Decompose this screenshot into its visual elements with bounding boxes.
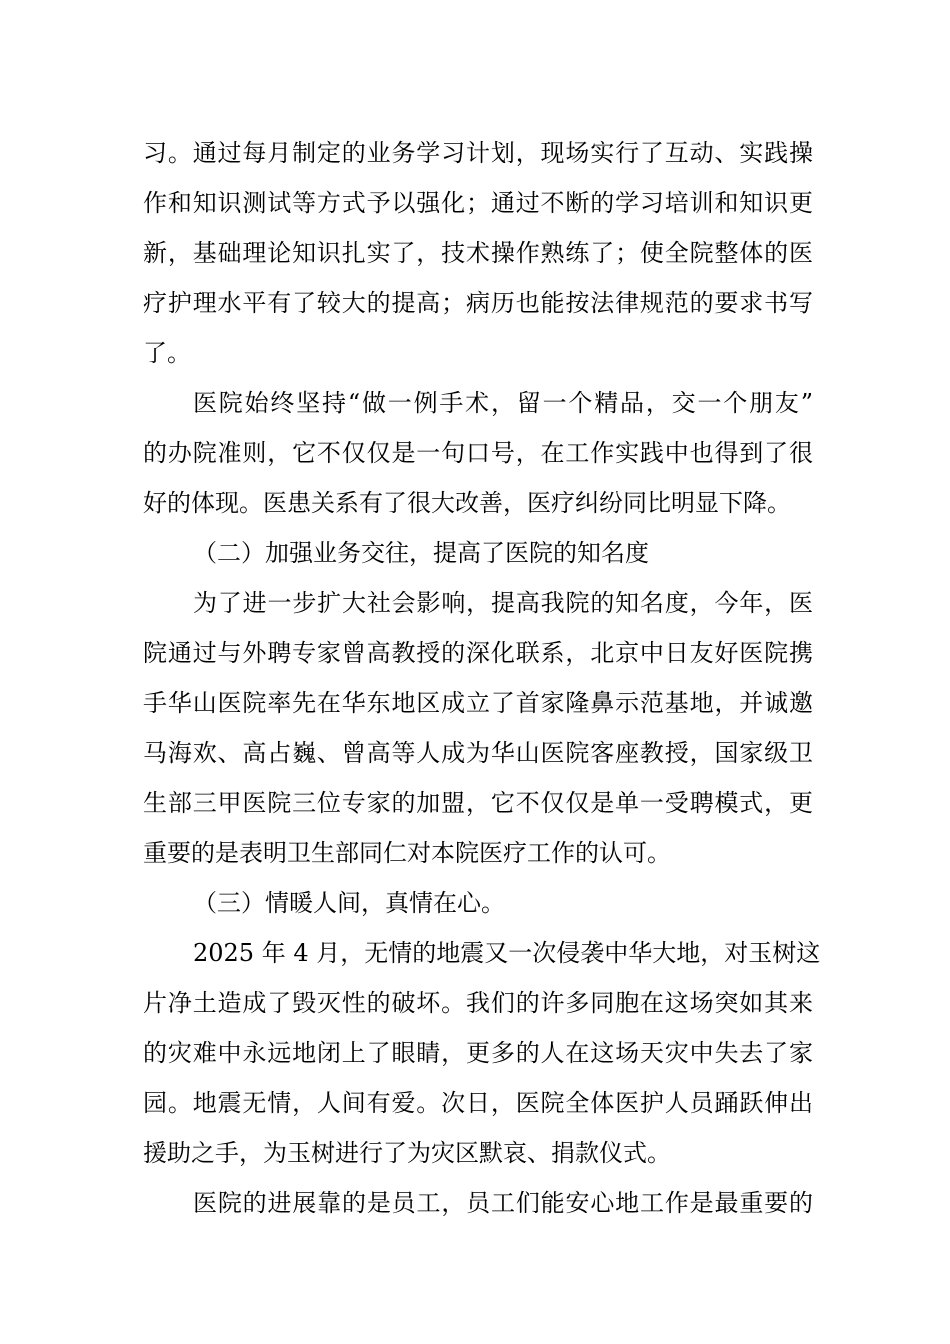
text-line: 的办院准则，它不仅仅是一句口号，在工作实践中也得到了很: [143, 439, 813, 467]
text-line: 园。地震无情，人间有爱。次日，医院全体医护人员踊跃伸出: [143, 1089, 813, 1117]
text-line: 了。: [143, 339, 191, 367]
text-line: 新，基础理论知识扎实了，技术操作熟练了；使全院整体的医: [143, 239, 813, 267]
text-line: 马海欢、高占巍、曾高等人成为华山医院客座教授，国家级卫: [143, 739, 813, 767]
text-line: 2025 年 4 月，无情的地震又一次侵袭中华大地，对玉树这: [193, 939, 821, 967]
text-line: 重要的是表明卫生部同仁对本院医疗工作的认可。: [143, 839, 671, 867]
text-line: 习。通过每月制定的业务学习计划，现场实行了互动、实践操: [143, 139, 813, 167]
text-line: 援助之手，为玉树进行了为灾区默哀、捐款仪式。: [143, 1139, 671, 1167]
text-line: 为了进一步扩大社会影响，提高我院的知名度，今年，医: [193, 589, 813, 617]
text-line: 疗护理水平有了较大的提高；病历也能按法律规范的要求书写: [143, 289, 813, 317]
section-heading: （三）情暖人间，真情在心。: [193, 889, 505, 917]
text-line: 院通过与外聘专家曾高教授的深化联系，北京中日友好医院携: [143, 639, 813, 667]
text-line: 生部三甲医院三位专家的加盟，它不仅仅是单一受聘模式，更: [143, 789, 813, 817]
text-line: 医院的进展靠的是员工，员工们能安心地工作是最重要的: [193, 1189, 813, 1217]
text-line: 片净土造成了毁灭性的破坏。我们的许多同胞在这场突如其来: [143, 989, 813, 1017]
text-line: 的灾难中永远地闭上了眼睛，更多的人在这场天灾中失去了家: [143, 1039, 813, 1067]
text-line: 手华山医院率先在华东地区成立了首家隆鼻示范基地，并诚邀: [143, 689, 813, 717]
text-line: 医院始终坚持“做一例手术，留一个精品，交一个朋友”: [193, 389, 813, 417]
section-heading: （二）加强业务交往，提高了医院的知名度: [193, 539, 649, 567]
text-line: 好的体现。医患关系有了很大改善，医疗纠纷同比明显下降。: [143, 489, 791, 517]
text-line: 作和知识测试等方式予以强化；通过不断的学习培训和知识更: [143, 189, 813, 217]
